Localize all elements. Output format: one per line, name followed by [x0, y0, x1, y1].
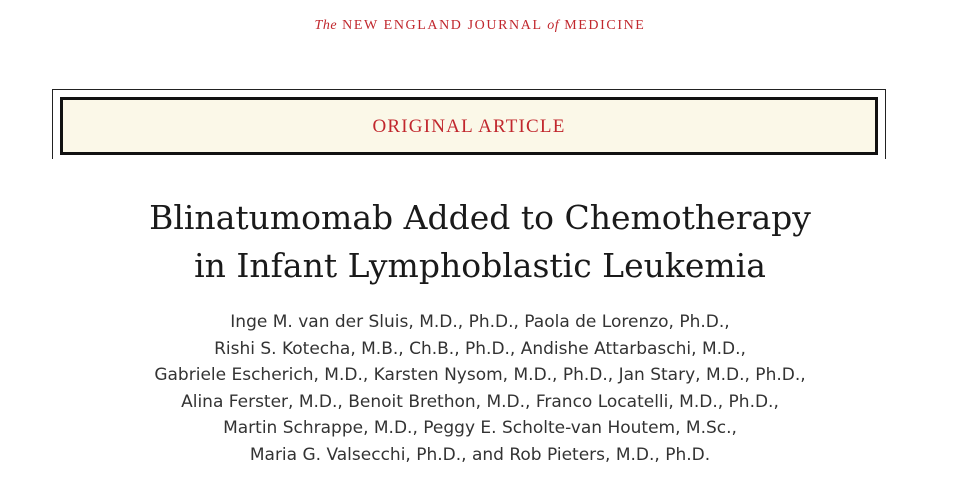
author-line-4: Alina Ferster, M.D., Benoit Brethon, M.D., Franco Locatelli, M.D., Ph.D.,	[181, 391, 779, 412]
masthead-the: The	[314, 18, 338, 33]
article-title	[0, 194, 960, 290]
masthead-of: of	[547, 18, 560, 33]
author-line-2: Rishi S. Kotecha, M.B., Ch.B., Ph.D., Andishe Attarbaschi, M.D.,	[214, 338, 746, 359]
author-list	[0, 309, 960, 468]
journal-masthead	[0, 17, 960, 35]
article-title-line-2: in Infant Lymphoblastic Leukemia	[194, 246, 766, 285]
masthead-journal-name-a: NEW ENGLAND JOURNAL	[342, 18, 543, 33]
section-label: ORIGINAL ARTICLE	[372, 116, 566, 137]
author-line-1: Inge M. van der Sluis, M.D., Ph.D., Paola de Lorenzo, Ph.D.,	[230, 312, 730, 332]
author-line-5: Martin Schrappe, M.D., Peggy E. Scholte-van Houtem, M.Sc.,	[223, 418, 737, 438]
author-line-6: Maria G. Valsecchi, Ph.D., and Rob Pieters, M.D., Ph.D.	[249, 444, 711, 465]
article-title-line-1: Blinatumomab Added to Chemotherapy	[149, 198, 811, 237]
author-line-3: Gabriele Escherich, M.D., Karsten Nysom, M.D., Ph.D., Jan Stary, M.D., Ph.D.,	[154, 365, 806, 385]
masthead-journal-name-b: MEDICINE	[564, 18, 646, 33]
